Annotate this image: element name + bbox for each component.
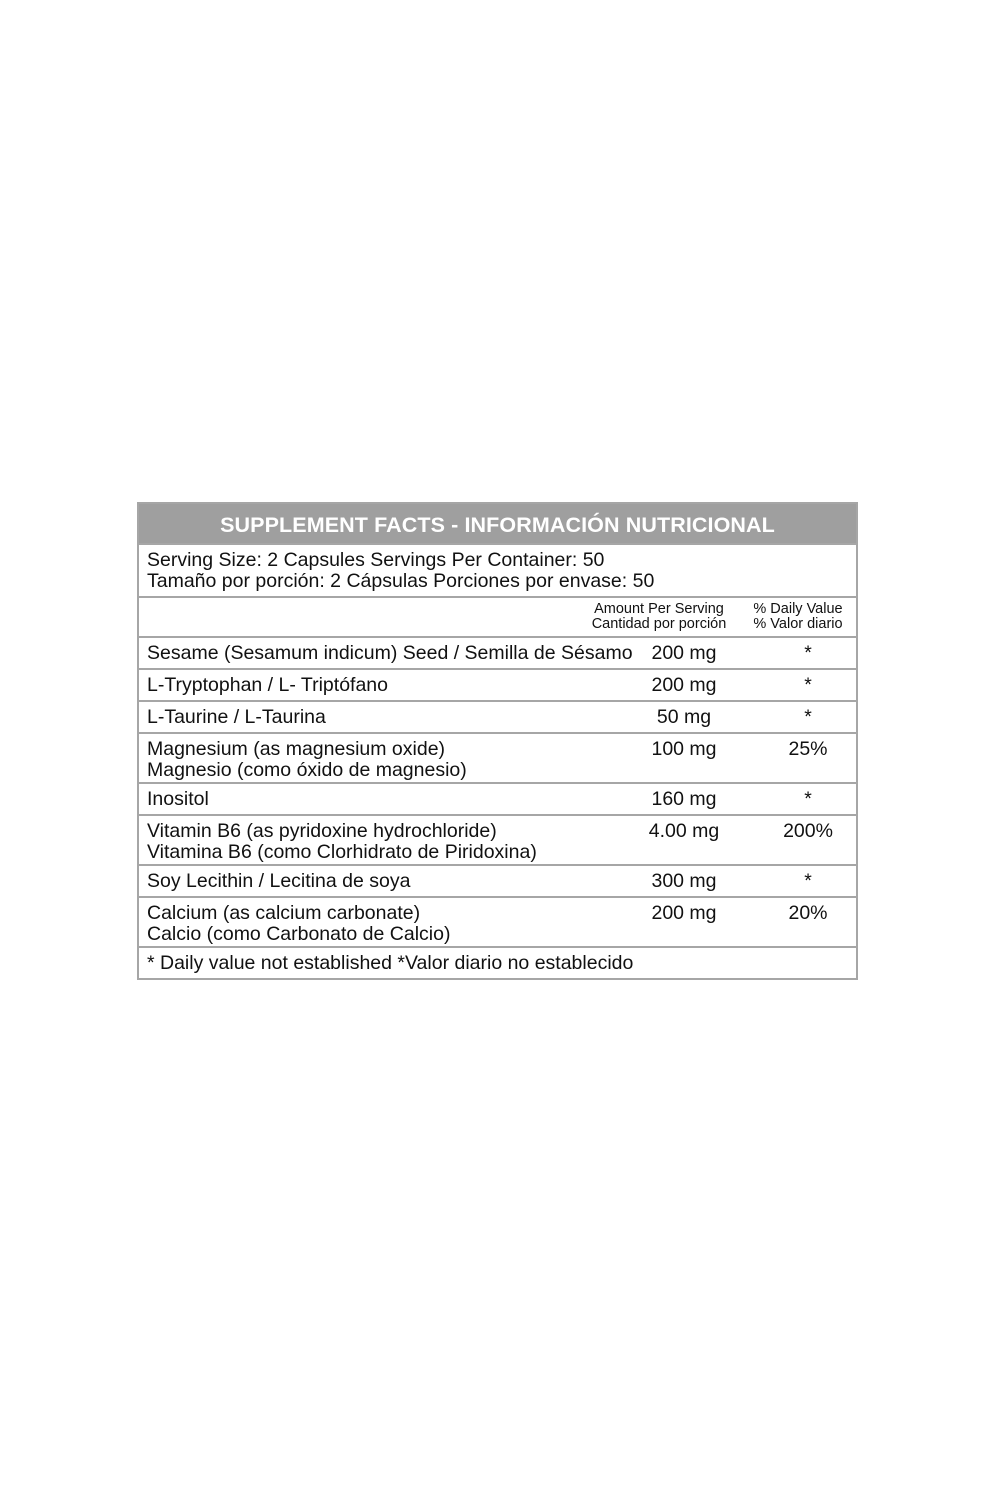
ingredient-row: [139, 668, 856, 700]
ingredient-name: Sesame (Sesamum indicum) Seed / Semilla de Sésamo: [147, 642, 633, 664]
ingredient-name: L-Taurine / L-Taurina: [147, 706, 326, 728]
ingredient-name-es: Calcio (como Carbonato de Calcio): [147, 923, 451, 945]
ingredient-name: [147, 903, 450, 945]
column-headers: [139, 596, 856, 636]
dv-header-en: % Daily Value: [753, 601, 843, 617]
ingredient-daily-value: *: [804, 870, 812, 892]
ingredient-amount: 4.00 mg: [648, 820, 720, 842]
ingredient-name: L-Tryptophan / L- Triptófano: [147, 674, 388, 696]
ingredient-amount: 100 mg: [651, 738, 717, 760]
dv-header-es: % Valor diario: [753, 616, 843, 632]
serving-info: [139, 543, 856, 596]
ingredient-daily-value: 200%: [783, 820, 833, 842]
ingredient-name: Inositol: [147, 788, 209, 810]
ingredient-name: [147, 739, 467, 781]
ingredient-row: [139, 782, 856, 814]
ingredient-amount: 160 mg: [651, 788, 717, 810]
ingredient-row: [139, 864, 856, 896]
ingredient-amount: 50 mg: [656, 706, 712, 728]
ingredient-amount: 200 mg: [651, 902, 717, 924]
ingredient-name-es: Vitamina B6 (como Clorhidrato de Piridoxina): [147, 841, 537, 863]
ingredient-row: [139, 896, 856, 946]
serving-size-en: Serving Size: 2 Capsules Servings Per Container: 50: [147, 549, 605, 571]
ingredient-amount: 200 mg: [651, 674, 717, 696]
amount-header-en: Amount Per Serving: [594, 601, 724, 617]
ingredient-name: Soy Lecithin / Lecitina de soya: [147, 870, 411, 892]
daily-value-header: [743, 602, 853, 632]
ingredient-daily-value: *: [804, 706, 812, 728]
ingredient-row: [139, 732, 856, 782]
ingredient-row: [139, 700, 856, 732]
ingredient-name-es: Magnesio (como óxido de magnesio): [147, 759, 467, 781]
ingredient-amount: 200 mg: [651, 642, 717, 664]
ingredient-amount: 300 mg: [651, 870, 717, 892]
ingredient-daily-value: *: [804, 674, 812, 696]
panel-title: SUPPLEMENT FACTS - INFORMACIÓN NUTRICIONAL: [139, 504, 856, 543]
ingredient-name-en: Calcium (as calcium carbonate): [147, 902, 421, 924]
amount-header-es: Cantidad por porción: [591, 616, 727, 632]
ingredient-daily-value: 25%: [788, 738, 828, 760]
ingredient-row: [139, 636, 856, 668]
footnote: * Daily value not established *Valor diario no establecido: [139, 946, 856, 978]
supplement-facts-panel: [137, 502, 858, 980]
ingredient-daily-value: *: [804, 642, 812, 664]
ingredient-name: [147, 821, 537, 863]
ingredient-row: [139, 814, 856, 864]
amount-header: [586, 602, 732, 632]
ingredient-daily-value: 20%: [788, 902, 828, 924]
ingredient-name-en: Magnesium (as magnesium oxide): [147, 738, 446, 760]
ingredient-daily-value: *: [804, 788, 812, 810]
serving-size-es: Tamaño por porción: 2 Cápsulas Porciones por envase: 50: [147, 570, 655, 592]
ingredient-name-en: Vitamin B6 (as pyridoxine hydrochloride): [147, 820, 497, 842]
